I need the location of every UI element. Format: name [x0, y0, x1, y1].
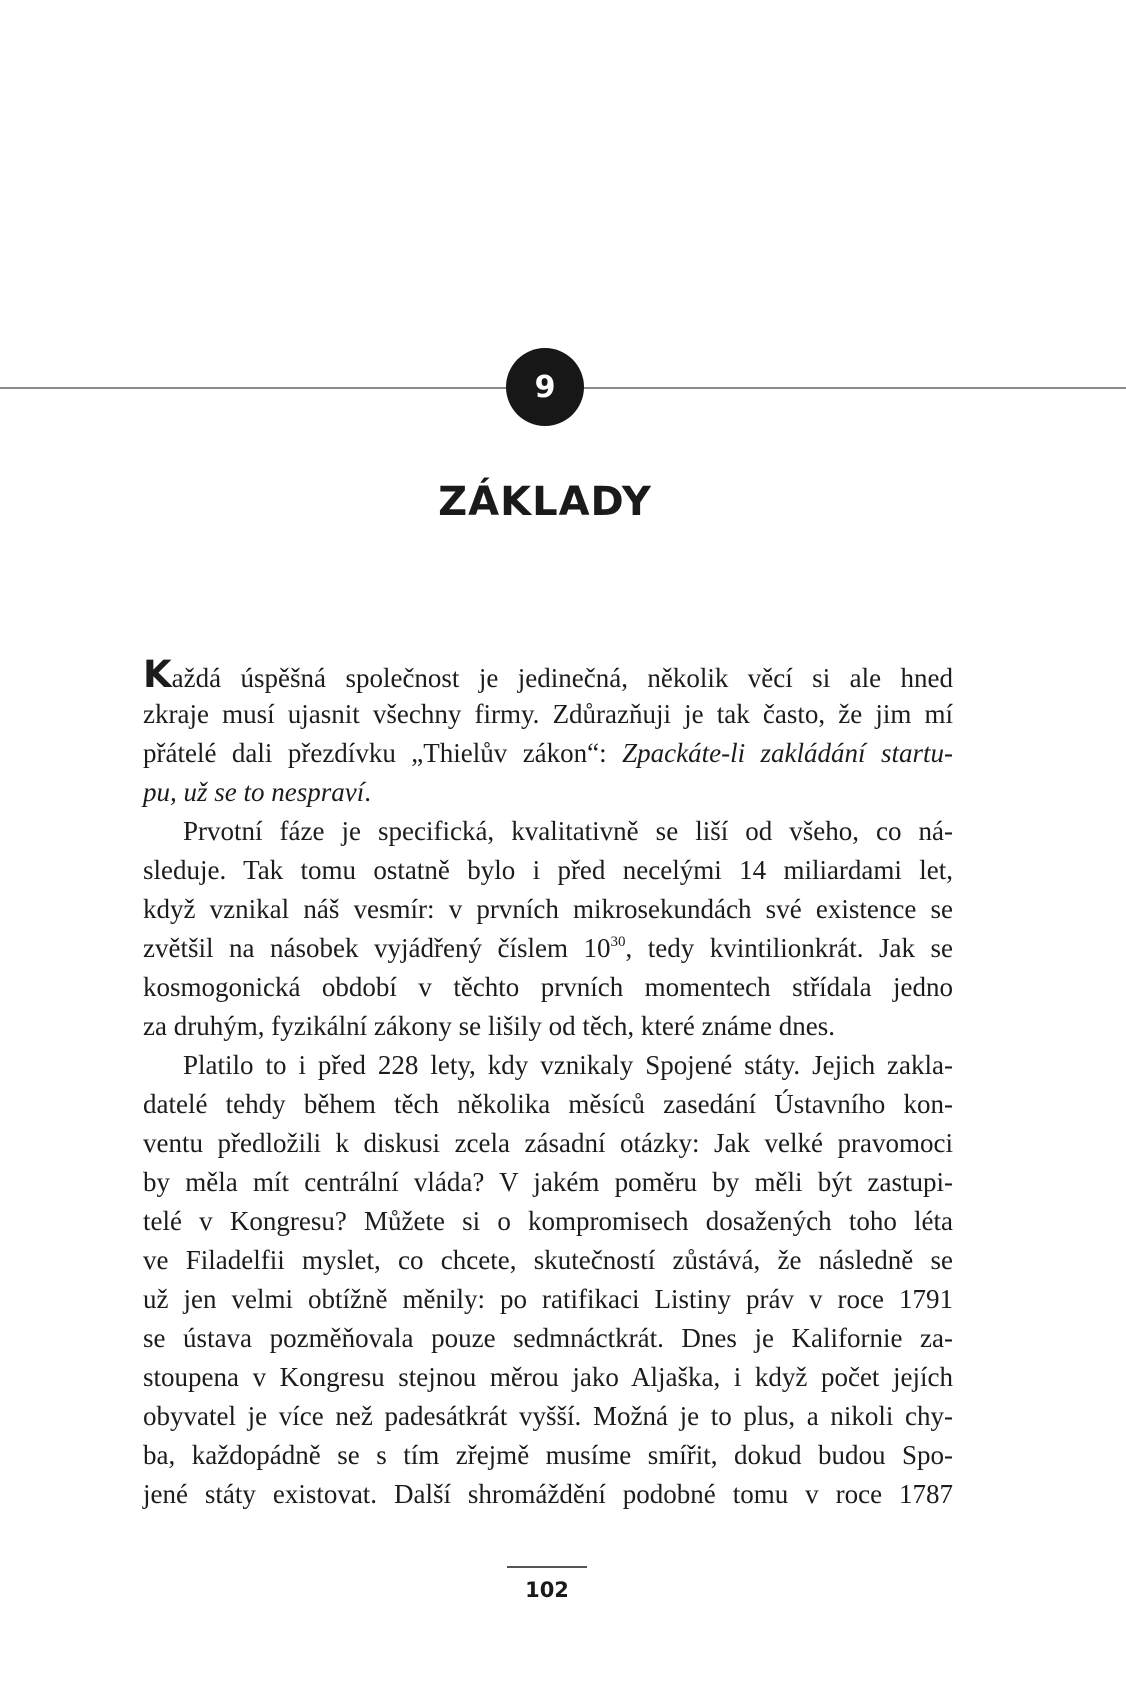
text-line: zkraje musí ujasnit všechny firmy. Zdůrazňuji je tak často, že jim mí — [143, 699, 953, 729]
chapter-number: 9 — [534, 369, 556, 405]
dropcap: K — [143, 653, 172, 696]
text-fragment: aždá úspěšná společnost je jedinečná, několik věcí si ale hned — [171, 663, 953, 693]
body-text — [143, 653, 953, 1514]
text-line: obyvatel je více než padesátkrát vyšší. Možná je to plus, a nikoli chy- — [143, 1401, 953, 1431]
text-line — [143, 734, 953, 773]
text-fragment: , tedy kvintilionkrát. Jak se — [625, 933, 953, 963]
footer-rule — [507, 1566, 587, 1568]
text-line: Prvotní fáze je specifická, kvalitativně se liší od všeho, co ná- — [183, 816, 953, 846]
text-line: ba, každopádně se s tím zřejmě musíme smířit, dokud budou Spo- — [143, 1440, 953, 1470]
text-line: sleduje. Tak tomu ostatně bylo i před necelými 14 miliardami let, — [143, 855, 953, 885]
text-line: stoupena v Kongresu stejnou měrou jako Aljaška, i když počet jejích — [143, 1362, 953, 1392]
text-line — [143, 929, 953, 968]
text-line: když vznikal náš vesmír: v prvních mikrosekundách své existence se — [143, 894, 953, 924]
page-number: 102 — [525, 1578, 569, 1602]
text-line: už jen velmi obtížně měnily: po ratifikaci Listiny práv v roce 1791 — [143, 1284, 953, 1314]
text-line — [143, 773, 953, 812]
text-line: by měla mít centrální vláda? V jakém poměru by měli být zastupi- — [143, 1167, 953, 1197]
text-line — [143, 653, 953, 696]
text-fragment: . — [364, 777, 371, 807]
text-fragment: přátelé dali přezdívku „Thielův zákon“: — [143, 738, 623, 768]
text-line: ventu předložili k diskusi zcela zásadní otázky: Jak velké pravomoci — [143, 1128, 953, 1158]
superscript-exponent: 30 — [610, 934, 626, 950]
text-line: Platilo to i před 228 lety, kdy vznikaly Spojené státy. Jejich zakla- — [183, 1050, 953, 1080]
text-fragment: zvětšil na násobek vyjádřený číslem 10 — [143, 933, 611, 963]
italic-quote: pu, už se to nespraví — [143, 777, 365, 807]
text-line: se ústava pozměňovala pouze sedmnáctkrát. Dnes je Kalifornie za- — [143, 1323, 953, 1353]
text-line: ve Filadelfii myslet, co chcete, skutečností zůstává, že následně se — [143, 1245, 953, 1275]
chapter-title: ZÁKLADY — [438, 479, 652, 525]
text-line: telé v Kongresu? Můžete si o kompromisech dosažených toho léta — [143, 1206, 953, 1236]
chapter-number-badge — [506, 348, 584, 426]
text-line: kosmogonická období v těchto prvních momentech střídala jedno — [143, 972, 953, 1002]
text-line: za druhým, fyzikální zákony se lišily od těch, které známe dnes. — [143, 1011, 836, 1041]
text-line: jené státy existovat. Další shromáždění podobné tomu v roce 1787 — [143, 1479, 953, 1509]
text-line: datelé tehdy během těch několika měsíců zasedání Ústavního kon- — [143, 1089, 953, 1119]
italic-quote: Zpackáte-li zakládání startu- — [622, 738, 953, 768]
